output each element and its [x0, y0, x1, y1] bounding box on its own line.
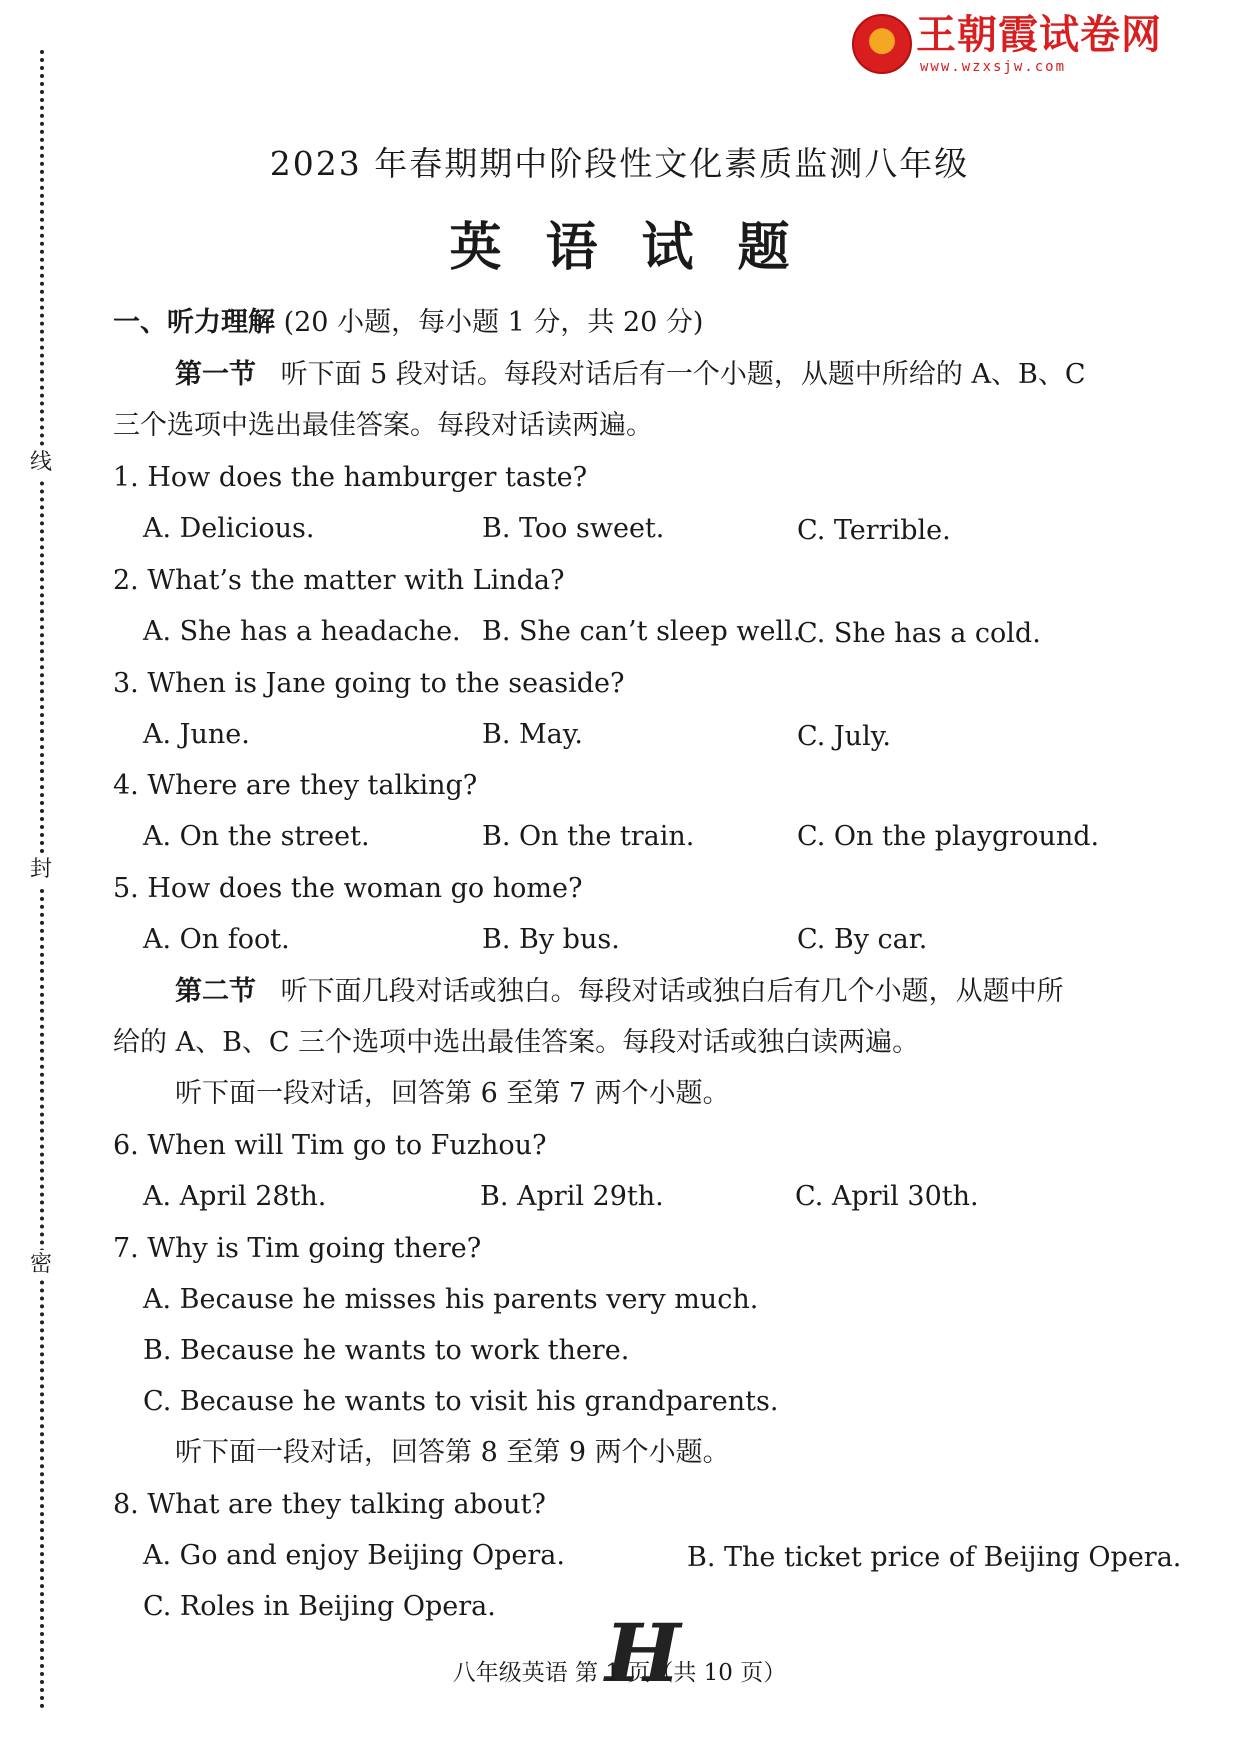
subject-title: 英语试题: [449, 217, 834, 278]
question-4: 4. Where are they talking?: [113, 770, 478, 801]
question-1: 1. How does the hamburger taste?: [113, 462, 588, 493]
section-heading-label: 一、听力理解: [113, 307, 275, 338]
logo-seal-icon: [852, 14, 912, 74]
q3-option-a: A. June.: [143, 719, 250, 750]
part2-instruction-line2: 给的 A、B、C 三个选项中选出最佳答案。每段对话或独白读两遍。: [113, 1027, 920, 1058]
q2-option-b: B. She can’t sleep well.: [482, 616, 802, 647]
q1-option-c: C. Terrible.: [797, 515, 951, 546]
q4-option-a: A. On the street.: [143, 821, 370, 852]
logo-url: www.wzxsjw.com: [920, 59, 1067, 75]
binding-char-mi: 密: [26, 1250, 56, 1280]
part2-instruction-text1: 听下面几段对话或独白。每段对话或独白后有几个小题，从题中所: [280, 976, 1064, 1007]
q5-option-a: A. On foot.: [143, 924, 290, 955]
q1-option-b: B. Too sweet.: [482, 513, 665, 544]
q8-option-c: C. Roles in Beijing Opera.: [143, 1591, 496, 1622]
exam-title: 2023 年春期期中阶段性文化素质监测八年级: [269, 144, 970, 183]
question-7: 7. Why is Tim going there?: [113, 1233, 482, 1264]
question-3: 3. When is Jane going to the seaside?: [113, 668, 625, 699]
section-heading: [113, 305, 703, 341]
q3-option-c: C. July.: [797, 721, 891, 752]
part1-instruction-line1: [175, 357, 1086, 393]
q1-option-a: A. Delicious.: [143, 513, 315, 544]
q8-option-b: B. The ticket price of Beijing Opera.: [687, 1542, 1182, 1573]
q2-option-c: C. She has a cold.: [797, 618, 1041, 649]
question-8: 8. What are they talking about?: [113, 1489, 546, 1520]
note-questions-6-7: 听下面一段对话，回答第 6 至第 7 两个小题。: [175, 1078, 730, 1109]
note-questions-8-9: 听下面一段对话，回答第 8 至第 9 两个小题。: [175, 1437, 730, 1468]
q4-option-b: B. On the train.: [482, 821, 695, 852]
binding-char-xian: 线: [26, 448, 56, 478]
q4-option-c: C. On the playground.: [797, 821, 1100, 852]
q6-option-c: C. April 30th.: [795, 1181, 979, 1212]
q3-option-b: B. May.: [482, 719, 583, 750]
part1-instruction-line2: 三个选项中选出最佳答案。每段对话读两遍。: [113, 410, 653, 441]
q7-option-b: B. Because he wants to work there.: [143, 1335, 630, 1366]
part2-label: 第二节: [175, 976, 256, 1007]
q7-option-c: C. Because he wants to visit his grandparents.: [143, 1386, 779, 1417]
binding-char-feng: 封: [26, 855, 56, 885]
logo-name: 王朝霞试卷网: [916, 12, 1162, 58]
question-6: 6. When will Tim go to Fuzhou?: [113, 1130, 547, 1161]
question-2: 2. What’s the matter with Linda?: [113, 565, 565, 596]
q8-option-a: A. Go and enjoy Beijing Opera.: [143, 1540, 565, 1571]
q2-option-a: A. She has a headache.: [143, 616, 461, 647]
site-logo: [852, 12, 1172, 76]
q5-option-c: C. By car.: [797, 924, 928, 955]
part1-instruction-text1: 听下面 5 段对话。每段对话后有一个小题，从题中所给的 A、B、C: [280, 359, 1086, 390]
part1-label: 第一节: [175, 359, 256, 390]
section-heading-note: (20 小题，每小题 1 分，共 20 分): [283, 307, 704, 338]
q7-option-a: A. Because he misses his parents very much.: [143, 1284, 759, 1315]
q6-option-b: B. April 29th.: [480, 1181, 664, 1212]
paper-version-mark: H: [605, 1606, 681, 1700]
q5-option-b: B. By bus.: [482, 924, 620, 955]
q6-option-a: A. April 28th.: [143, 1181, 327, 1212]
question-5: 5. How does the woman go home?: [113, 873, 583, 904]
part2-instruction-line1: [175, 974, 1064, 1010]
page-footer: 八年级英语 第 1 页（共 10 页）: [452, 1660, 787, 1686]
